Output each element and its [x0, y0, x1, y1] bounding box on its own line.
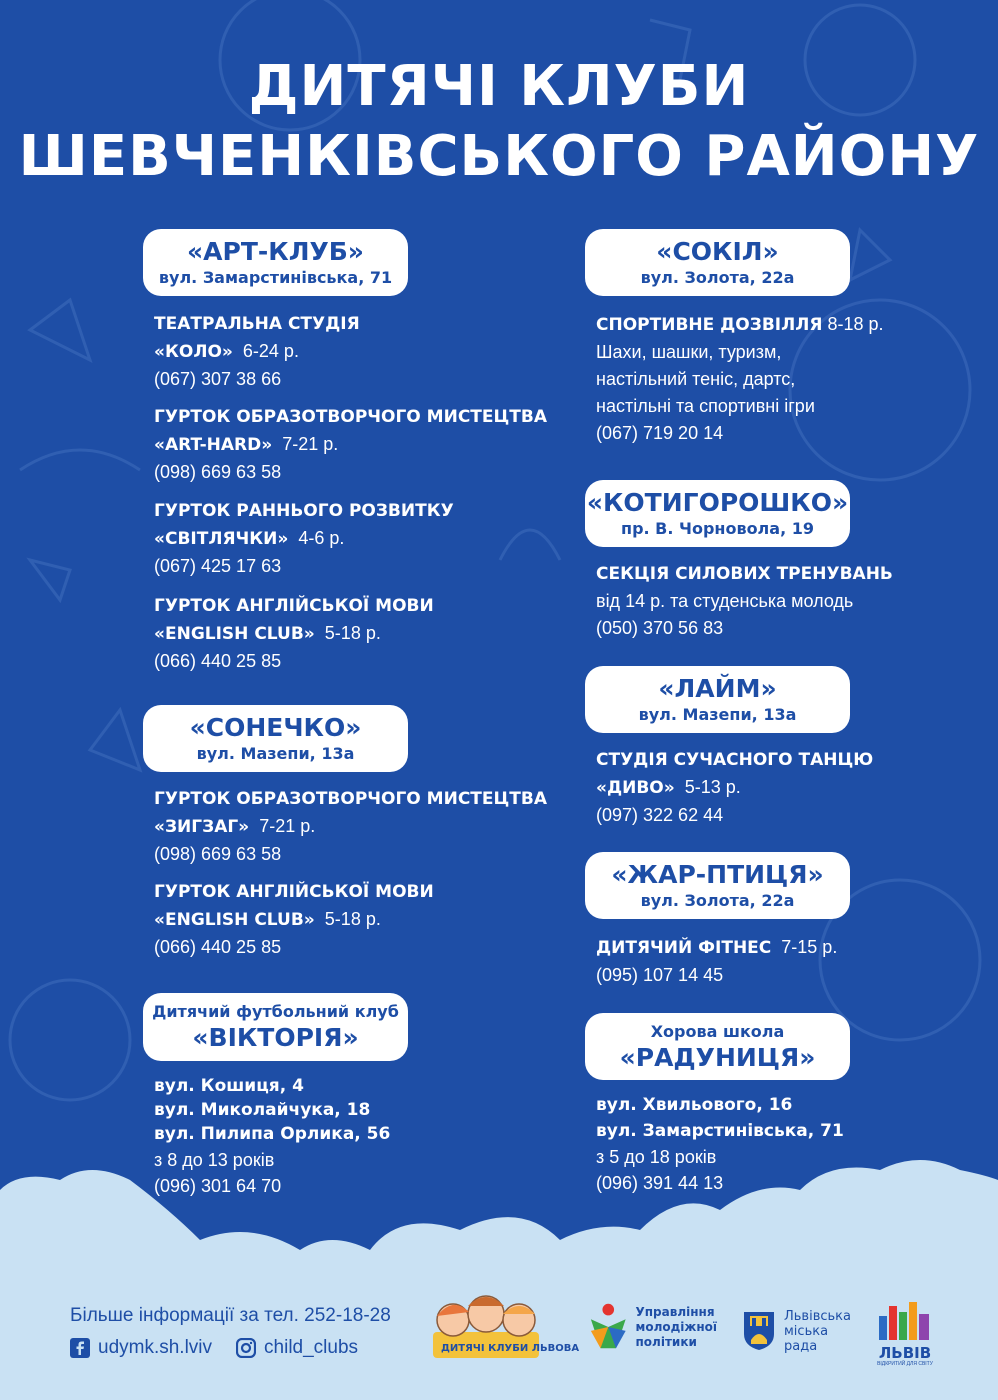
- entry-heading: ГУРТОК РАННЬОГО РОЗВИТКУ: [154, 501, 454, 521]
- club-pill-art-club: [143, 229, 408, 296]
- club-address: пр. В. Чорновола, 19: [621, 518, 814, 538]
- lviv-logo-text: ЛЬВІВ: [878, 1344, 932, 1362]
- youth-policy-line: політики: [635, 1334, 697, 1349]
- club-name: «АРТ-КЛУБ»: [187, 236, 364, 266]
- entry-studio: «ENGLISH CLUB»: [154, 910, 315, 930]
- title-line-2: ШЕВЧЕНКІВСЬКОГО РАЙОНУ: [18, 124, 980, 189]
- club-pre-title: Дитячий футбольний клуб: [152, 1002, 399, 1021]
- entry-text: настільний теніс, дартс,: [596, 369, 796, 389]
- entry-address: вул. Пилипа Орлика, 56: [154, 1124, 391, 1144]
- club-pill-sokil: [585, 229, 850, 296]
- title-line-1: ДИТЯЧІ КЛУБИ: [248, 54, 750, 119]
- entry-phone: (095) 107 14 45: [596, 965, 724, 985]
- entry-age: з 5 до 18 років: [596, 1147, 717, 1167]
- entry-phone: (096) 391 44 13: [596, 1173, 724, 1193]
- lviv-logo-tagline: ВІДКРИТИЙ ДЛЯ СВІТУ: [877, 1361, 933, 1367]
- entry-heading: СПОРТИВНЕ ДОЗВІЛЛЯ: [596, 315, 823, 335]
- youth-policy-icon: [587, 1301, 630, 1353]
- club-name: «ЛАЙМ»: [658, 673, 777, 703]
- entry-age: 6-24 р.: [242, 341, 299, 361]
- club-entry: [596, 1092, 844, 1196]
- entry-phone: (098) 669 63 58: [154, 462, 282, 482]
- club-pill-radunytsia: [585, 1013, 850, 1080]
- entry-address: вул. Хвильового, 16: [596, 1095, 793, 1115]
- instagram-link[interactable]: [236, 1332, 358, 1364]
- entry-studio: «ENGLISH CLUB»: [154, 624, 315, 644]
- entry-age: 7-21 р.: [259, 816, 316, 836]
- club-entry: [154, 311, 360, 393]
- club-address: вул. Мазепи, 13а: [638, 704, 797, 724]
- club-pill-kotyhoroshko: [585, 480, 850, 547]
- instagram-handle: child_clubs: [264, 1337, 359, 1358]
- entry-age: 4-6 р.: [298, 528, 345, 548]
- entry-age: 7-21 р.: [282, 434, 339, 454]
- club-name: «ЖАР-ПТИЦЯ»: [611, 859, 824, 889]
- youth-policy-logo: [587, 1297, 717, 1357]
- entry-studio: «СВІТЛЯЧКИ»: [154, 529, 289, 549]
- entry-heading: ГУРТОК АНГЛІЙСЬКОЇ МОВИ: [154, 596, 434, 616]
- entry-heading: ГУРТОК АНГЛІЙСЬКОЇ МОВИ: [154, 882, 434, 902]
- club-address: вул. Золота, 22а: [640, 267, 795, 287]
- instagram-icon: [236, 1338, 256, 1358]
- club-name: «СОНЕЧКО»: [189, 712, 362, 742]
- club-pill-zhar-ptytsia: [585, 852, 850, 919]
- entry-age: 5-18 р.: [324, 909, 381, 929]
- club-pill-viktoria: [143, 993, 408, 1061]
- page-title: [0, 52, 998, 192]
- footer-contacts: [70, 1300, 391, 1364]
- city-council-line: Львівська: [784, 1308, 851, 1324]
- entry-age: 8-18 р.: [827, 314, 884, 334]
- entry-phone: (067) 425 17 63: [154, 556, 282, 576]
- entry-address: вул. Миколайчука, 18: [154, 1100, 371, 1120]
- club-name: «РАДУНИЦЯ»: [619, 1042, 816, 1072]
- club-pre-title: Хорова школа: [650, 1021, 785, 1041]
- club-name: «ВІКТОРІЯ»: [192, 1023, 359, 1052]
- entry-phone: (097) 322 62 44: [596, 805, 724, 825]
- club-entry: [154, 786, 547, 868]
- club-entry: [596, 934, 837, 989]
- entry-address: вул. Замарстинівська, 71: [596, 1121, 844, 1141]
- facebook-icon: [70, 1338, 90, 1358]
- entry-studio: «КОЛО»: [154, 342, 233, 362]
- lviv-skyline-icon: [877, 1300, 933, 1340]
- club-address: вул. Мазепи, 13а: [196, 743, 355, 763]
- entry-phone: (067) 719 20 14: [596, 423, 724, 443]
- entry-heading: ГУРТОК ОБРАЗОТВОРЧОГО МИСТЕЦТВА: [154, 407, 547, 427]
- entry-studio: «ДИВО»: [596, 778, 675, 798]
- facebook-handle: udymk.sh.lviv: [98, 1337, 213, 1358]
- child-clubs-logo-text: ДИТЯЧІ КЛУБИ ЛЬВОВА: [441, 1343, 580, 1354]
- entry-studio: «ЗИГЗАГ»: [154, 817, 250, 837]
- club-entry: [154, 498, 454, 580]
- entry-heading: ТЕАТРАЛЬНА СТУДІЯ: [154, 314, 360, 334]
- club-pill-laim: [585, 666, 850, 733]
- entry-phone: (066) 440 25 85: [154, 937, 282, 957]
- entry-heading: ДИТЯЧИЙ ФІТНЕС: [596, 938, 772, 958]
- entry-age: з 8 до 13 років: [154, 1150, 275, 1170]
- youth-policy-line: молодіжної: [635, 1319, 717, 1334]
- club-entry: [154, 593, 434, 675]
- entry-age: 5-18 р.: [324, 623, 381, 643]
- entry-phone: (050) 370 56 83: [596, 618, 724, 638]
- entry-phone: (098) 669 63 58: [154, 844, 282, 864]
- child-clubs-logo: [423, 1292, 580, 1362]
- club-entry: [596, 311, 884, 447]
- club-name: «СОКІЛ»: [656, 236, 779, 266]
- club-address: вул. Золота, 22а: [640, 890, 795, 910]
- club-entry: [596, 561, 893, 642]
- youth-policy-line: Управління: [635, 1304, 715, 1319]
- entry-address: вул. Кошиця, 4: [154, 1076, 304, 1096]
- entry-phone: (066) 440 25 85: [154, 651, 282, 671]
- entry-heading: ГУРТОК ОБРАЗОТВОРЧОГО МИСТЕЦТВА: [154, 789, 547, 809]
- entry-studio: «ART-HARD»: [154, 435, 273, 455]
- club-address: вул. Замарстинівська, 71: [158, 267, 393, 287]
- city-council-logo: [742, 1306, 852, 1356]
- city-council-line: рада: [784, 1338, 818, 1354]
- club-entry: [596, 747, 873, 829]
- lviv-coat-of-arms-icon: [742, 1310, 776, 1352]
- entry-phone: (067) 307 38 66: [154, 369, 282, 389]
- entry-heading: СЕКЦІЯ СИЛОВИХ ТРЕНУВАНЬ: [596, 564, 893, 584]
- entry-text: від 14 р. та студенська молодь: [596, 591, 854, 611]
- city-council-line: міська: [784, 1323, 829, 1339]
- club-entry: [154, 404, 547, 486]
- club-name: «КОТИГОРОШКО»: [586, 487, 849, 517]
- entry-heading: СТУДІЯ СУЧАСНОГО ТАНЦЮ: [596, 750, 874, 770]
- club-entry: [154, 879, 434, 961]
- entry-age: 5-13 р.: [684, 777, 741, 797]
- footer-info-text: Більше інформації за тел. 252-18-28: [70, 1305, 391, 1326]
- entry-age: 7-15 р.: [781, 937, 838, 957]
- entry-text: настільні та спортивні ігри: [596, 396, 815, 416]
- lviv-city-logo: [873, 1300, 937, 1370]
- facebook-link[interactable]: [70, 1332, 212, 1364]
- entry-text: Шахи, шашки, туризм,: [596, 342, 782, 362]
- club-pill-sonechko: [143, 705, 408, 772]
- entry-phone: (096) 301 64 70: [154, 1176, 282, 1196]
